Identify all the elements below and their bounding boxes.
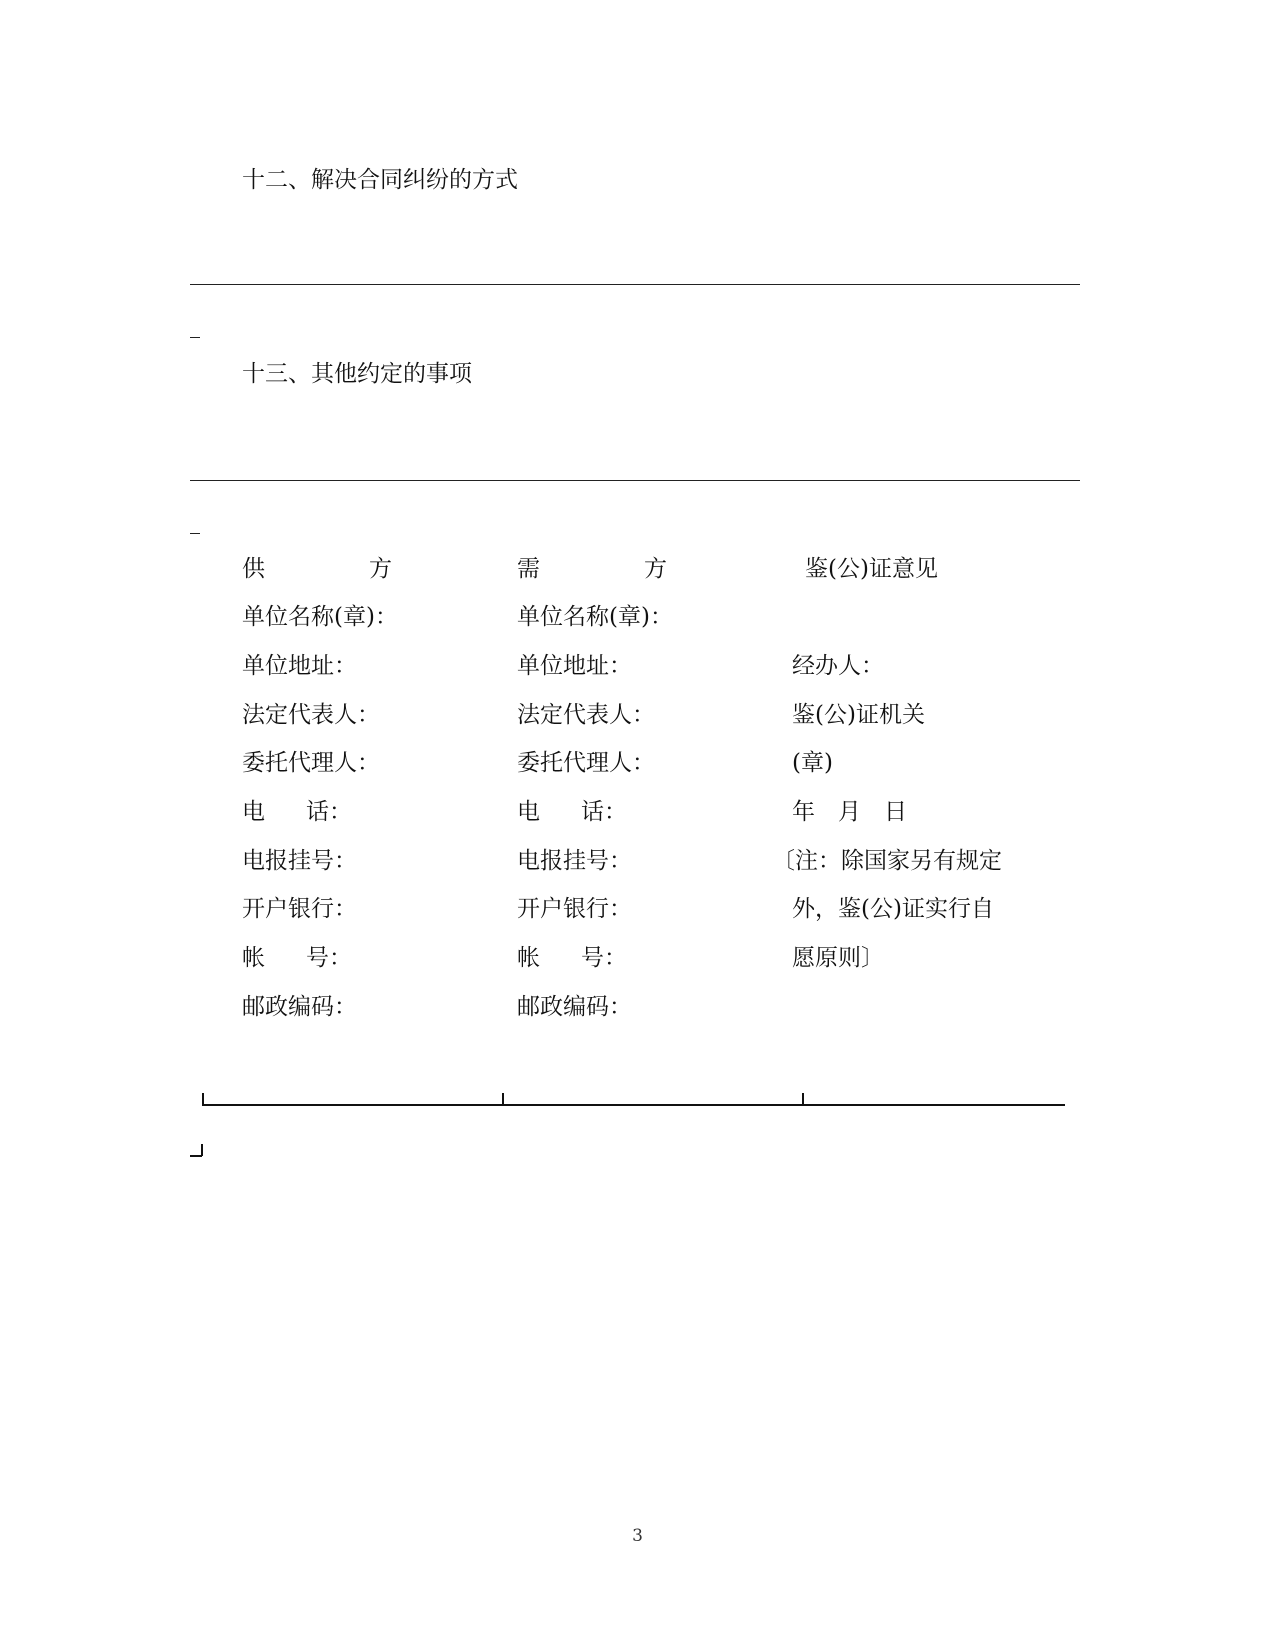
section-13-fill-line [190, 480, 1080, 481]
buyer-company-name: 单位名称(章)： [517, 604, 673, 630]
buyer-header-a: 需 [517, 556, 540, 582]
supplier-header-b: 方 [369, 556, 392, 582]
notary-note-line-3: 愿原则〕 [792, 945, 884, 971]
buyer-header [517, 555, 667, 583]
supplier-company-name: 单位名称(章)： [242, 604, 398, 630]
buyer-account [517, 944, 627, 972]
section-12-fill-line-end [190, 337, 200, 338]
notary-note-line-1: 〔注：除国家另有规定 [772, 848, 1002, 874]
notary-handler: 经办人： [792, 653, 884, 679]
supplier-telegraph: 电报挂号： [242, 848, 357, 874]
buyer-address: 单位地址： [517, 653, 632, 679]
table-bottom-border [202, 1104, 1065, 1106]
buyer-account-a: 帐 [517, 945, 540, 971]
buyer-agent: 委托代理人： [517, 750, 655, 776]
section-13-fill-line-end [190, 533, 200, 534]
supplier-header-a: 供 [242, 556, 265, 582]
section-13-title: 十三、其他约定的事项 [242, 361, 472, 387]
buyer-legal-rep: 法定代表人： [517, 702, 655, 728]
buyer-phone [517, 798, 627, 826]
supplier-account-b: 号： [306, 945, 352, 971]
buyer-postcode: 邮政编码： [517, 994, 632, 1020]
supplier-account-a: 帐 [242, 945, 265, 971]
section-12-fill-line [190, 284, 1080, 285]
buyer-phone-a: 电 [517, 799, 540, 825]
buyer-phone-b: 话： [581, 799, 627, 825]
supplier-account [242, 944, 352, 972]
supplier-phone [242, 798, 352, 826]
table-border-tick-middle [502, 1093, 504, 1105]
buyer-header-b: 方 [644, 556, 667, 582]
notary-note-line-2: 外，鉴(公)证实行自 [792, 896, 994, 922]
table-border-tick-left [202, 1093, 204, 1105]
table-border-tick-right [802, 1093, 804, 1105]
supplier-legal-rep: 法定代表人： [242, 702, 380, 728]
supplier-phone-a: 电 [242, 799, 265, 825]
page-number: 3 [632, 1526, 643, 1546]
section-12-title: 十二、解决合同纠纷的方式 [242, 167, 518, 193]
notary-header: 鉴(公)证意见 [805, 556, 938, 582]
table-corner-tick [201, 1144, 203, 1156]
buyer-bank: 开户银行： [517, 896, 632, 922]
buyer-telegraph: 电报挂号： [517, 848, 632, 874]
notary-date: 年 月 日 [792, 799, 907, 825]
supplier-postcode: 邮政编码： [242, 994, 357, 1020]
notary-seal: (章) [792, 750, 833, 776]
notary-authority: 鉴(公)证机关 [792, 702, 925, 728]
supplier-phone-b: 话： [306, 799, 352, 825]
supplier-header [242, 555, 392, 583]
buyer-account-b: 号： [581, 945, 627, 971]
supplier-agent: 委托代理人： [242, 750, 380, 776]
supplier-address: 单位地址： [242, 653, 357, 679]
supplier-bank: 开户银行： [242, 896, 357, 922]
